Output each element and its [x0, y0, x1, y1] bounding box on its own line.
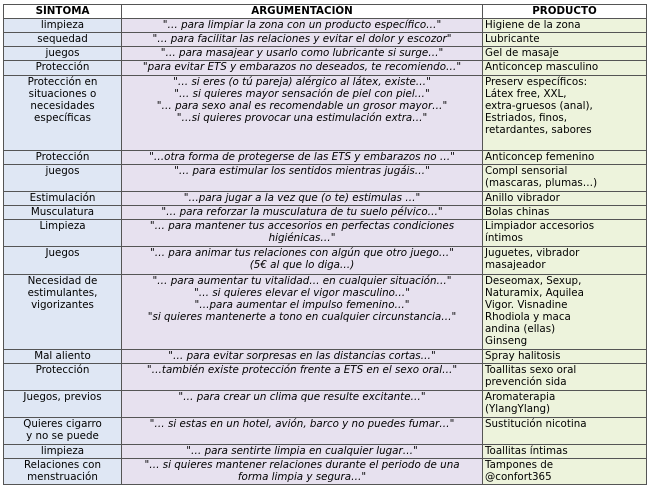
- row-argument: "… para facilitar las relaciones y evitar el dolor y escozor": [122, 33, 483, 47]
- row-symptom: Juegos: [4, 247, 122, 275]
- row-argument: "… para limpiar la zona con un producto específico…": [122, 19, 483, 33]
- row-product: Limpiador accesorios íntimos: [483, 220, 647, 247]
- table-row: [4, 206, 647, 220]
- row-argument: "… para mantener tus accesorios en perfectas condiciones higiénicas…": [122, 220, 483, 247]
- table-row: [4, 391, 647, 418]
- row-product: Preserv específicos: Látex free, XXL, extra-gruesos (anal), Estriados, finos, retardantes, sabores: [483, 76, 647, 151]
- table-row: [4, 247, 647, 275]
- row-product: Lubricante: [483, 33, 647, 47]
- row-argument: "… si quieres mantener relaciones durante el periodo de una forma limpia y segura…": [122, 459, 483, 485]
- row-product: Gel de masaje: [483, 47, 647, 61]
- row-symptom: Musculatura: [4, 206, 122, 220]
- row-symptom: Quieres cigarro y no se puede: [4, 418, 122, 445]
- row-symptom: Juegos, previos: [4, 391, 122, 418]
- table-row: [4, 220, 647, 247]
- row-argument: "… si estas en un hotel, avión, barco y no puedes fumar…": [122, 418, 483, 445]
- row-symptom: sequedad: [4, 33, 122, 47]
- table-row: [4, 192, 647, 206]
- table-row: [4, 165, 647, 192]
- table-row: [4, 19, 647, 33]
- row-product: Anticoncep masculino: [483, 61, 647, 76]
- table-row: [4, 76, 647, 151]
- row-symptom: Relaciones con menstruación: [4, 459, 122, 485]
- row-symptom: Protección: [4, 61, 122, 76]
- header-product: PRODUCTO: [483, 5, 647, 19]
- row-argument: "… para reforzar la musculatura de tu suelo pélvico…": [122, 206, 483, 220]
- row-product: Compl sensorial (mascaras, plumas…): [483, 165, 647, 192]
- row-symptom: Protección: [4, 364, 122, 391]
- table-row: [4, 364, 647, 391]
- table-row: [4, 33, 647, 47]
- row-symptom: Limpieza: [4, 220, 122, 247]
- symptom-product-table: [3, 4, 647, 485]
- row-symptom: Protección en situaciones o necesidades específicas: [4, 76, 122, 151]
- row-argument: "… para animar tus relaciones con algún que otro juego…" (5€ al que lo diga…): [122, 247, 483, 275]
- row-product: Spray halitosis: [483, 350, 647, 364]
- row-argument: "… para masajear y usarlo como lubricante si surge…": [122, 47, 483, 61]
- row-product: Sustitución nicotina: [483, 418, 647, 445]
- row-product: Aromaterapia (YlangYlang): [483, 391, 647, 418]
- row-product: Anticoncep femenino: [483, 151, 647, 165]
- row-symptom: Protección: [4, 151, 122, 165]
- header-symptom: SÍNTOMA: [4, 5, 122, 19]
- row-argument: "…para jugar a la vez que (o te) estimulas …": [122, 192, 483, 206]
- table-row: [4, 47, 647, 61]
- row-symptom: limpieza: [4, 19, 122, 33]
- row-symptom: juegos: [4, 47, 122, 61]
- table-row: [4, 459, 647, 485]
- row-symptom: limpieza: [4, 445, 122, 459]
- table-row: [4, 418, 647, 445]
- header-row: [4, 5, 647, 19]
- row-product: Higiene de la zona: [483, 19, 647, 33]
- row-argument: "… para crear un clima que resulte excitante…": [122, 391, 483, 418]
- row-argument: "… para evitar sorpresas en las distancias cortas…": [122, 350, 483, 364]
- row-symptom: Estimulación: [4, 192, 122, 206]
- table-row: [4, 151, 647, 165]
- row-product: Toallitas sexo oral prevención sida: [483, 364, 647, 391]
- row-product: Toallitas íntimas: [483, 445, 647, 459]
- row-argument: "…también existe protección frente a ETS en el sexo oral…": [122, 364, 483, 391]
- row-product: Deseomax, Sexup, Naturamix, Aquilea Vigor. Visnadine Rhodiola y maca andina (ellas) Ginseng: [483, 275, 647, 350]
- row-argument: "… si eres (o tú pareja) alérgico al látex, existe…" "… si quieres mayor sensación de piel con piel…" "… para sexo anal es recomendable un grosor mayor…" "…si quieres provocar una estimulación extra…": [122, 76, 483, 151]
- row-argument: "… para aumentar tu vitalidad… en cualquier situación…" "… si quieres elevar el vigor masculino…" "…para aumentar el impulso femenino…" "si quieres mantenerte a tono en cualquier circunstancia…": [122, 275, 483, 350]
- row-product: Tampones de @confort365: [483, 459, 647, 485]
- row-product: Anillo vibrador: [483, 192, 647, 206]
- header-argument: ARGUMENTACIÓN: [122, 5, 483, 19]
- table-row: [4, 445, 647, 459]
- row-product: Juguetes, vibrador masajeador: [483, 247, 647, 275]
- table-row: [4, 350, 647, 364]
- row-argument: "… para estimular los sentidos mientras jugáis…": [122, 165, 483, 192]
- table-row: [4, 61, 647, 76]
- table-row: [4, 275, 647, 350]
- row-product: Bolas chinas: [483, 206, 647, 220]
- row-symptom: juegos: [4, 165, 122, 192]
- row-symptom: Necesidad de estimulantes, vigorizantes: [4, 275, 122, 350]
- row-symptom: Mal aliento: [4, 350, 122, 364]
- row-argument: "para evitar ETS y embarazos no deseados, te recomiendo…": [122, 61, 483, 76]
- row-argument: "…otra forma de protegerse de las ETS y embarazos no …": [122, 151, 483, 165]
- row-argument: "… para sentirte limpia en cualquier lugar…": [122, 445, 483, 459]
